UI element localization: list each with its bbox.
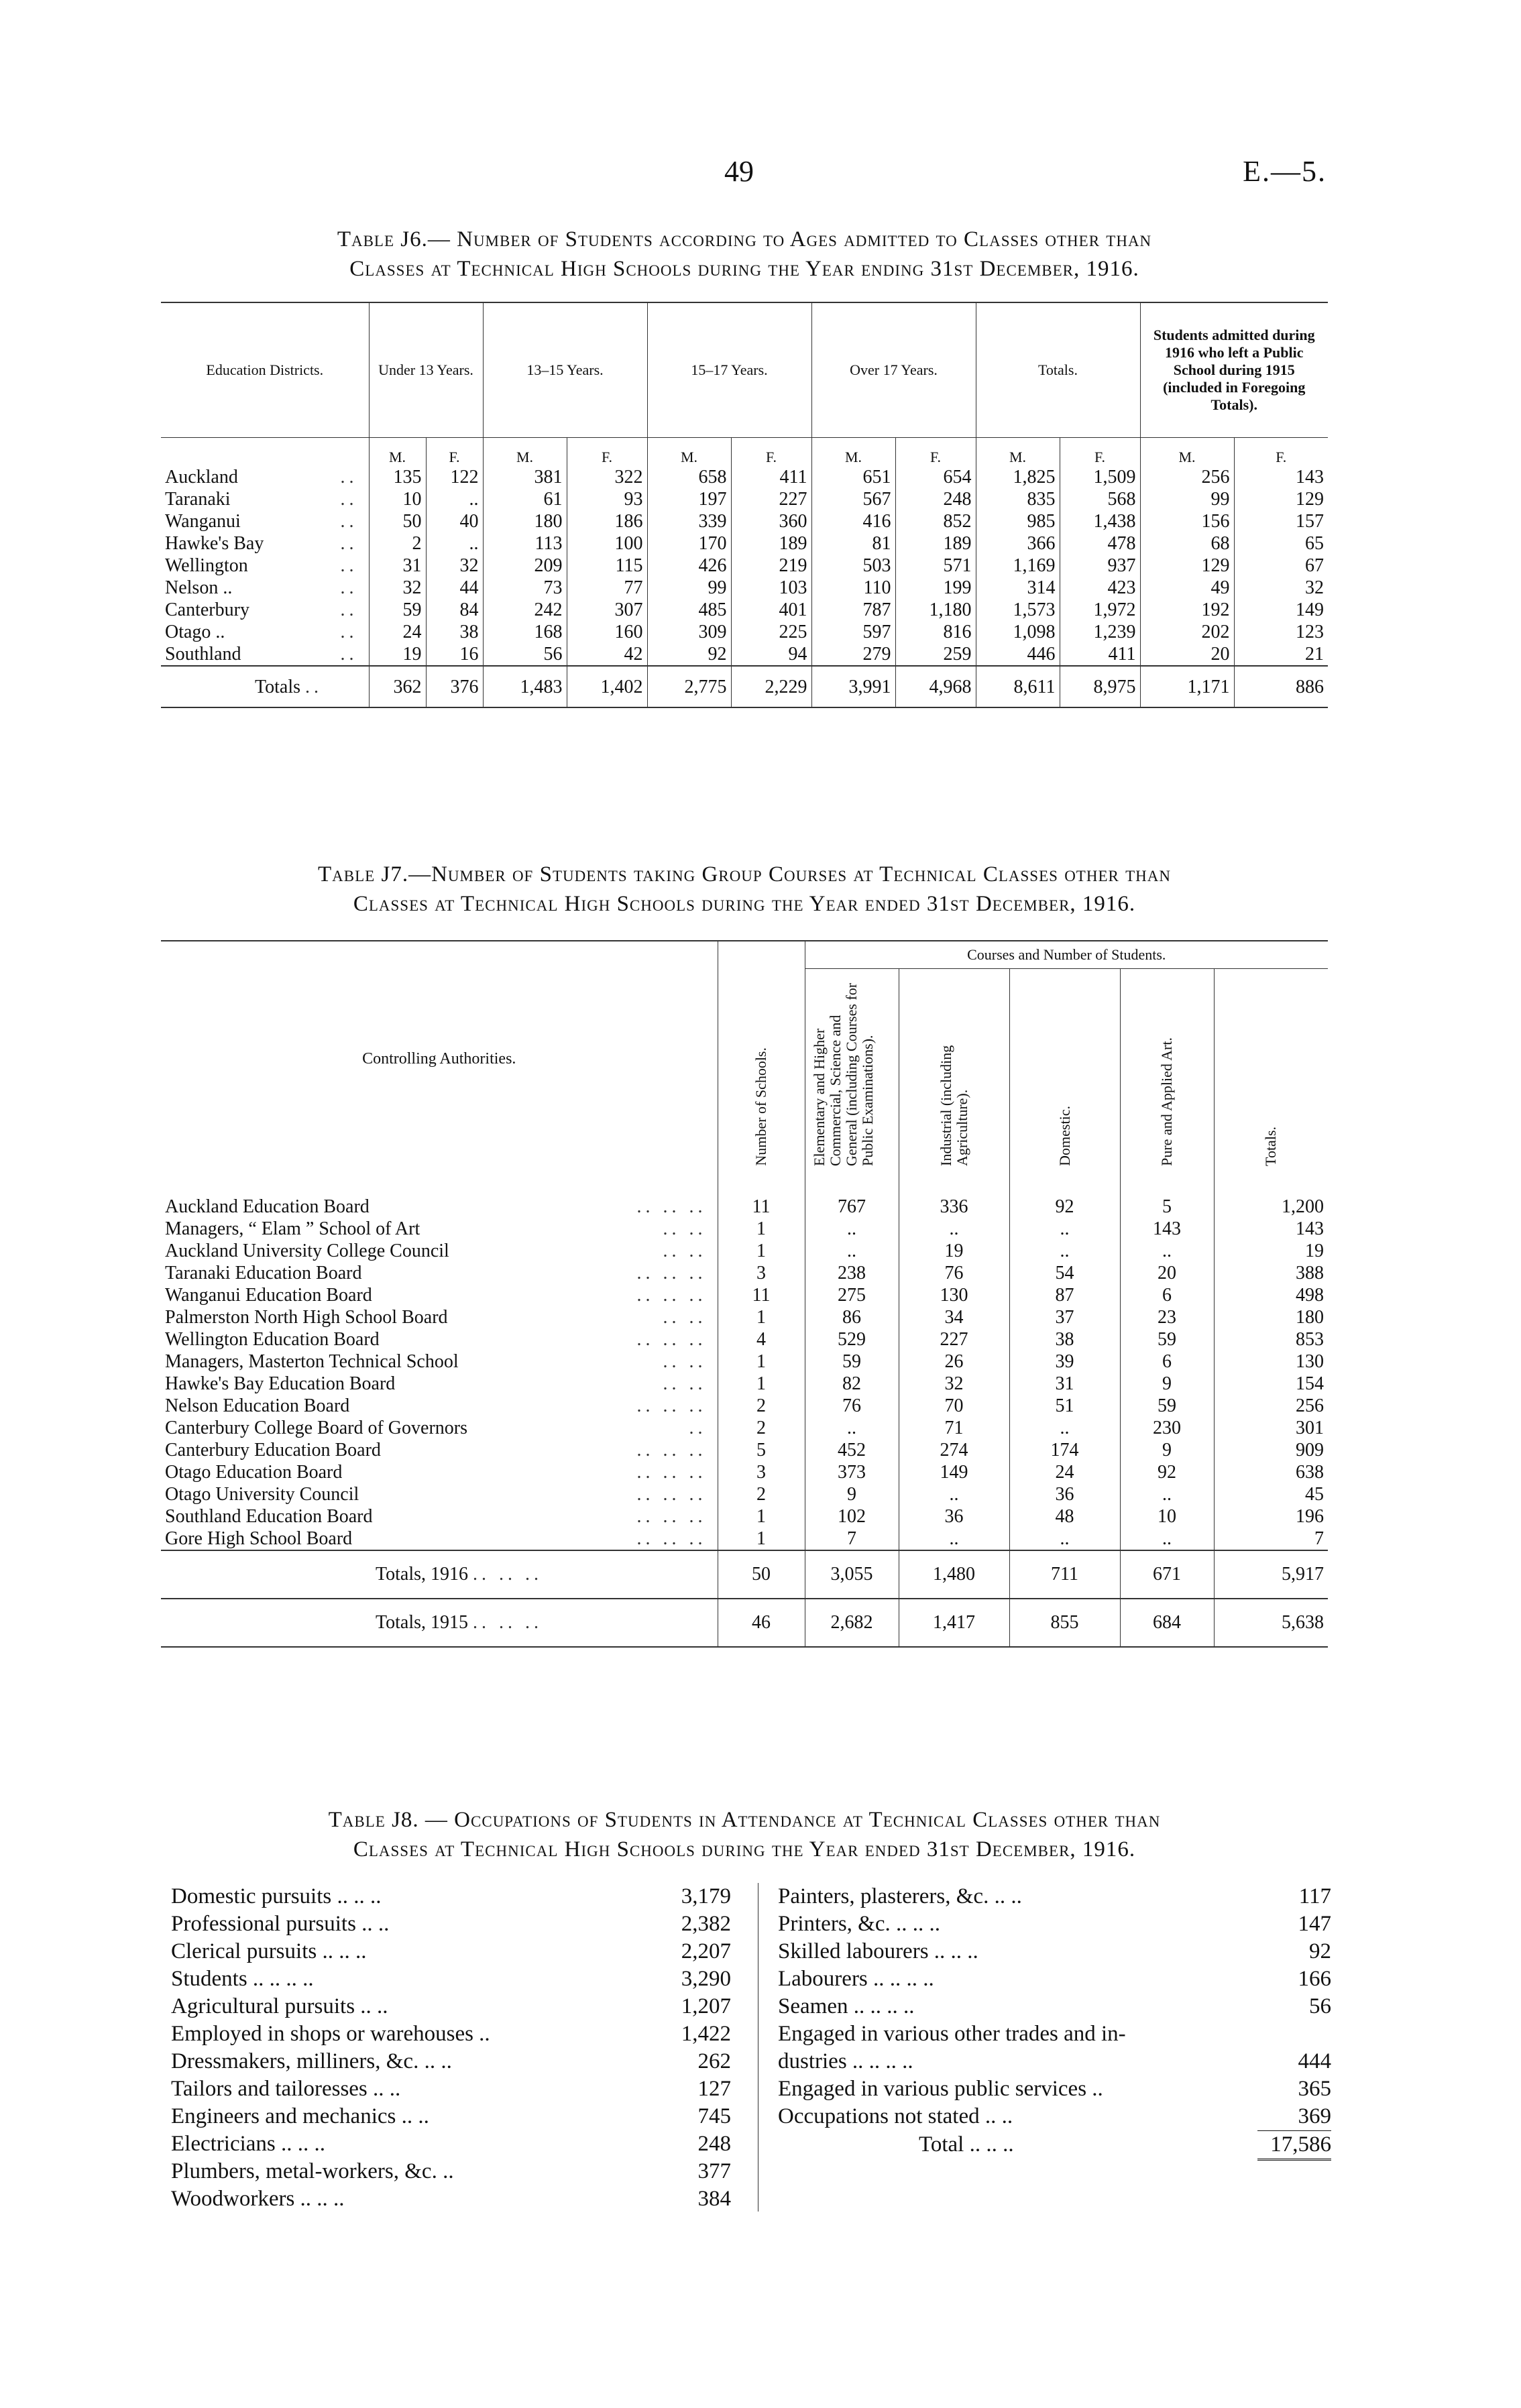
list-item: Domestic pursuits .. .. .. 3,179	[171, 1884, 731, 1908]
header-industrial: Industrial (including Agriculture).	[899, 969, 1009, 1177]
page-header	[0, 154, 1521, 194]
table-row: Palmerston North High School Board .. .. 1 86 34 37 23 180	[161, 1306, 1328, 1328]
series-code: E.—5.	[1243, 155, 1327, 188]
page-number: 49	[724, 155, 754, 188]
j8-title: Table J8. — Occupations of Students in Attendance at Technical Classes other than Classes at Technical High Schools during the Year ended 31st December, 1916.	[328, 1808, 1161, 1861]
table-row: Auckland University College Council .. .. 1 .. 19 .. .. 19	[161, 1240, 1328, 1262]
table-j6	[161, 302, 1328, 708]
occupations-left-list	[171, 1883, 731, 2213]
header-under13: Under 13 Years.	[369, 302, 483, 438]
j6-body	[161, 466, 1328, 666]
table-row: Canterbury College Board of Governors .. 2 .. 71 .. 230 301	[161, 1417, 1328, 1439]
occupations-total-row: Total .. .. .. 17,586	[919, 2132, 1331, 2157]
list-item: Skilled labourers .. .. .. 92	[778, 1939, 1331, 1963]
header-15-17: 15–17 Years.	[647, 302, 811, 438]
table-row: Canterbury Education Board .. .. .. 5 452 274 174 9 909	[161, 1439, 1328, 1461]
list-item: Electricians .. .. .. 248	[171, 2132, 731, 2156]
table-row: Southland .. 19 16 56 42 92 94 279 259 446 411 20 21	[161, 643, 1328, 666]
header-art: Pure and Applied Art.	[1120, 969, 1214, 1177]
table-row: Auckland Education Board .. .. .. 11 767 336 92 5 1,200	[161, 1177, 1328, 1218]
list-item: Engaged in various other trades and in-	[778, 2022, 1126, 2046]
list-item: Plumbers, metal-workers, &c. .. 377	[171, 2159, 731, 2183]
list-item: Woodworkers .. .. .. 384	[171, 2187, 731, 2211]
j6-totals-row: Totals .. 362 376 1,483 1,402 2,775 2,229 3,991 4,968 8,611 8,975 1,171 886	[161, 666, 1328, 707]
table-row: Wanganui Education Board .. .. .. 11 275 130 87 6 498	[161, 1284, 1328, 1306]
list-item: Agricultural pursuits .. .. 1,207	[171, 1994, 731, 2018]
occupations-right-list	[778, 1883, 1331, 2166]
list-item: Engineers and mechanics .. .. 745	[171, 2104, 731, 2128]
table-row: Managers, Masterton Technical School .. .. 1 59 26 39 6 130	[161, 1351, 1328, 1373]
table-row: Hawke's Bay .. 2 .. 113 100 170 189 81 189 366 478 68 65	[161, 532, 1328, 555]
list-item: Painters, plasterers, &c. .. .. 117	[778, 1884, 1331, 1908]
j6-title: Table J6.— Number of Students according to Ages admitted to Classes other than Classes at Technical High Schools during the Year ending 31st December, 1916.	[337, 227, 1152, 281]
table-j7	[161, 940, 1328, 1648]
list-item: Clerical pursuits .. .. .. 2,207	[171, 1939, 731, 1963]
header-authorities: Controlling Authorities.	[362, 1049, 516, 1068]
table-row: Managers, “ Elam ” School of Art .. .. 1 .. .. .. 143 143	[161, 1218, 1328, 1240]
header-courses: Courses and Number of Students.	[805, 941, 1328, 969]
header-totals: Totals.	[976, 302, 1140, 438]
list-item: Employed in shops or warehouses .. 1,422	[171, 2022, 731, 2046]
header-over17: Over 17 Years.	[811, 302, 976, 438]
header-admitted: Students admitted during 1916 who left a Public School during 1915 (included in Foregoing Totals).	[1140, 302, 1328, 438]
table-row: Gore High School Board .. .. .. 1 7 .. .. .. 7	[161, 1528, 1328, 1550]
list-item: Professional pursuits .. .. 2,382	[171, 1912, 731, 1936]
list-item: Tailors and tailoresses .. .. 127	[171, 2077, 731, 2101]
table-row: Nelson .. .. 32 44 73 77 99 103 110 199 314 423 49 32	[161, 577, 1328, 599]
table-row: Wanganui .. 50 40 180 186 339 360 416 852 985 1,438 156 157	[161, 510, 1328, 532]
header-district: Education Districts.	[206, 361, 324, 378]
list-item: Labourers .. .. .. .. 166	[778, 1967, 1331, 1991]
j7-totals-1915-row: Totals, 1915 .. .. .. 46 2,682 1,417 855 684 5,638	[161, 1599, 1328, 1647]
table-row: Otago University Council .. .. .. 2 9 .. 36 .. 45	[161, 1483, 1328, 1505]
list-item: Seamen .. .. .. .. 56	[778, 1994, 1331, 2018]
list-item: Engaged in various public services .. 365	[778, 2077, 1331, 2101]
j7-totals-1916-row: Totals, 1916 .. .. .. 50 3,055 1,480 711 671 5,917	[161, 1550, 1328, 1599]
header-elementary: Elementary and Higher Commercial, Science and General (including Courses for Public Examinations).	[805, 969, 899, 1177]
header-schools: Number of Schools.	[718, 941, 805, 1177]
mf-header-row: M. F. M. F. M. F. M. F. M. F. M. F.	[161, 438, 1328, 467]
table-row: Nelson Education Board .. .. .. 2 76 70 51 59 256	[161, 1395, 1328, 1417]
header-totals: Totals.	[1214, 969, 1328, 1177]
list-item: Students .. .. .. .. 3,290	[171, 1967, 731, 1991]
header-domestic: Domestic.	[1009, 969, 1120, 1177]
header-13-15: 13–15 Years.	[483, 302, 647, 438]
table-row: Wellington Education Board .. .. .. 4 529 227 38 59 853	[161, 1328, 1328, 1351]
list-item: dustries .. .. .. .. 444	[778, 2049, 1331, 2073]
table-row: Otago Education Board .. .. .. 3 373 149 24 92 638	[161, 1461, 1328, 1483]
table-row: Auckland .. 135 122 381 322 658 411 651 654 1,825 1,509 256 143	[161, 466, 1328, 488]
j7-title: Table J7.—Number of Students taking Group Courses at Technical Classes other than Classes at Technical High Schools during the Year ended 31st December, 1916.	[318, 862, 1171, 916]
list-item: Dressmakers, milliners, &c. .. .. 262	[171, 2049, 731, 2073]
table-row: Hawke's Bay Education Board .. .. 1 82 32 31 9 154	[161, 1373, 1328, 1395]
table-row: Southland Education Board .. .. .. 1 102 36 48 10 196	[161, 1505, 1328, 1528]
total-double-rule	[1257, 2159, 1331, 2166]
table-row: Taranaki .. 10 .. 61 93 197 227 567 248 835 568 99 129	[161, 488, 1328, 510]
list-item: Occupations not stated .. .. 369	[778, 2104, 1331, 2128]
table-row: Otago .. .. 24 38 168 160 309 225 597 816 1,098 1,239 202 123	[161, 621, 1328, 643]
table-row: Canterbury .. 59 84 242 307 485 401 787 1,180 1,573 1,972 192 149	[161, 599, 1328, 621]
table-row: Taranaki Education Board .. .. .. 3 238 76 54 20 388	[161, 1262, 1328, 1284]
list-item: Printers, &c. .. .. .. 147	[778, 1912, 1331, 1936]
table-row: Wellington .. 31 32 209 115 426 219 503 571 1,169 937 129 67	[161, 555, 1328, 577]
j7-body	[161, 1177, 1328, 1550]
